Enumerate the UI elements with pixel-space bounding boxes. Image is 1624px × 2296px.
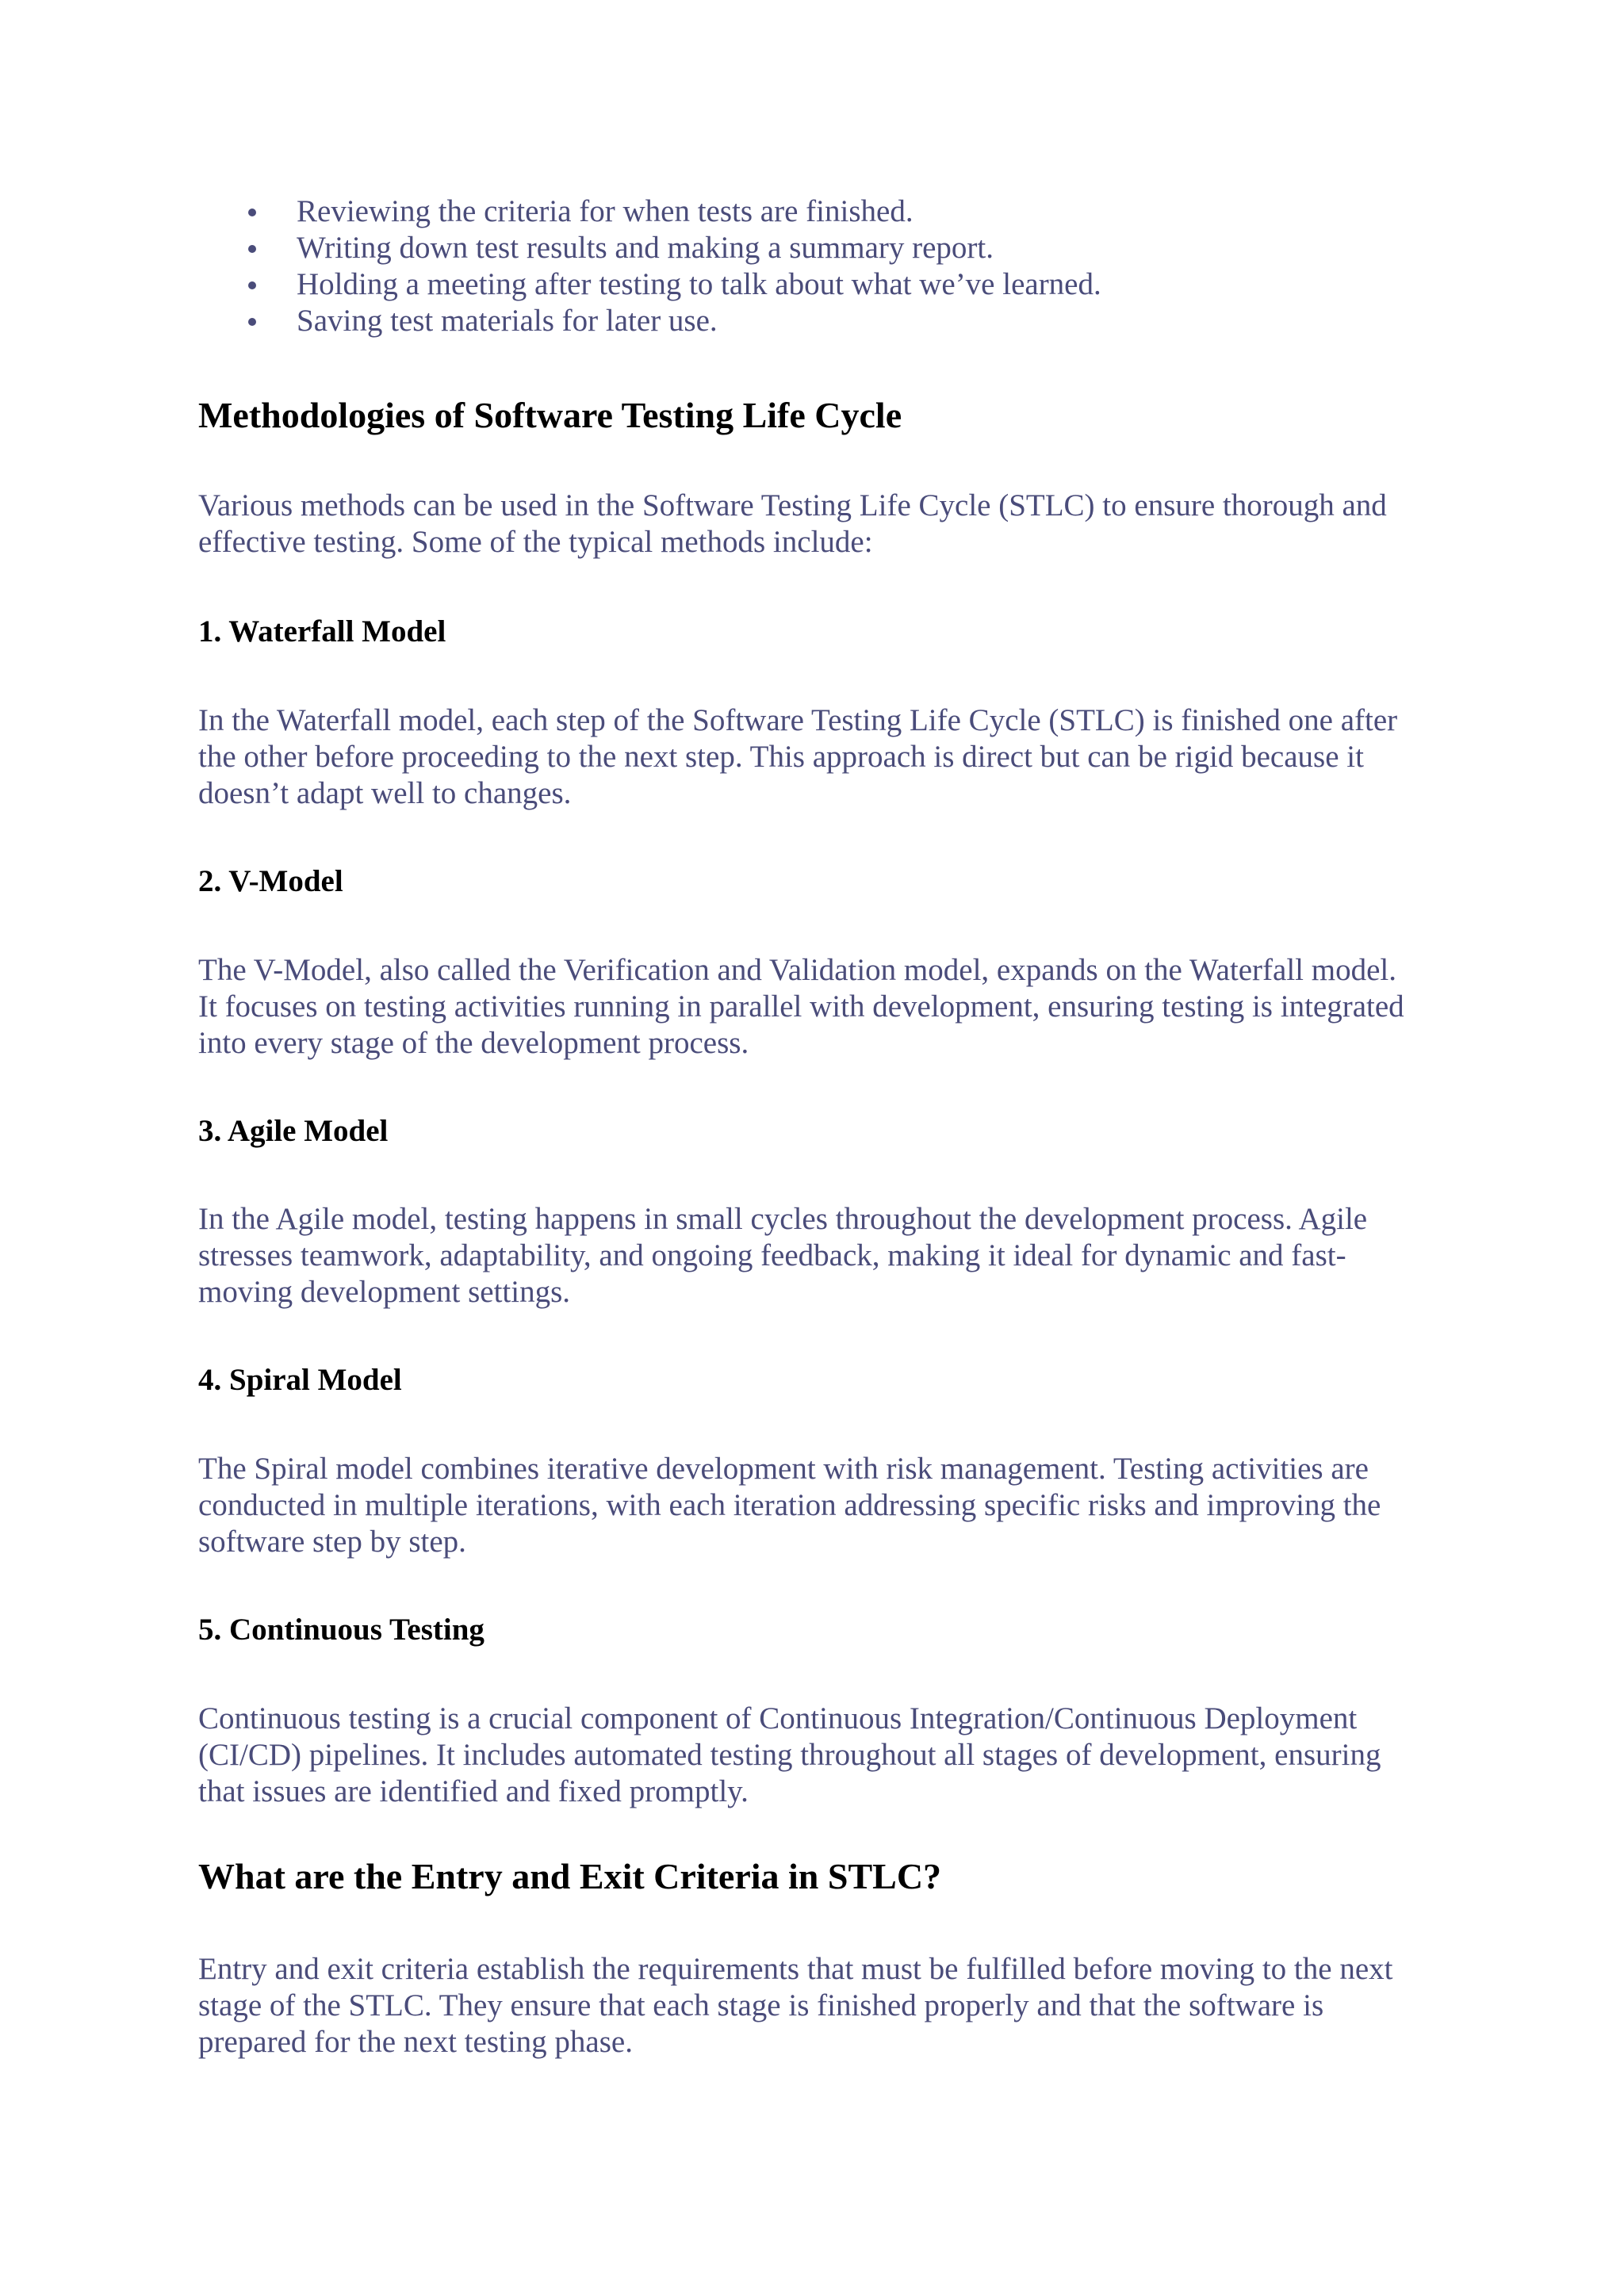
paragraph-line: prepared for the next testing phase. — [198, 2025, 633, 2059]
paragraph-line: Entry and exit criteria establish the requirements that must be fulfilled before moving to the next — [198, 1952, 1393, 1986]
paragraph-line: that issues are identified and fixed promptly. — [198, 1774, 749, 1808]
paragraph-agile — [198, 1201, 1451, 1311]
paragraph-line: stresses teamwork, adaptability, and ongoing feedback, making it ideal for dynamic and fast- — [198, 1238, 1346, 1272]
paragraph-line: The Spiral model combines iterative development with risk management. Testing activities are — [198, 1452, 1369, 1486]
paragraph-spiral — [198, 1451, 1451, 1560]
subheading-vmodel: 2. V-Model — [198, 864, 343, 898]
subheading-continuous: 5. Continuous Testing — [198, 1613, 485, 1647]
bullet-icon — [248, 209, 256, 216]
paragraph-line: stage of the STLC. They ensure that each stage is finished properly and that the software is — [198, 1988, 1324, 2022]
list-item-text: Saving test materials for later use. — [297, 304, 718, 338]
paragraph-line: In the Agile model, testing happens in small cycles throughout the development process. Agile — [198, 1202, 1368, 1236]
subheading-agile: 3. Agile Model — [198, 1114, 389, 1148]
section-heading-methodologies: Methodologies of Software Testing Life Cycle — [198, 395, 902, 435]
subheading-waterfall: 1. Waterfall Model — [198, 614, 446, 649]
paragraph-line: moving development settings. — [198, 1275, 571, 1309]
section-heading-criteria: What are the Entry and Exit Criteria in STLC? — [198, 1856, 942, 1896]
subheading-spiral: 4. Spiral Model — [198, 1363, 402, 1397]
paragraph-line: doesn’t adapt well to changes. — [198, 776, 572, 810]
paragraph-line: It focuses on testing activities running in parallel with development, ensuring testing is integrated — [198, 989, 1404, 1024]
paragraph-line: Continuous testing is a crucial component of Continuous Integration/Continuous Deployment — [198, 1701, 1358, 1735]
list-item-text: Writing down test results and making a summary report. — [297, 231, 994, 265]
paragraph-line: In the Waterfall model, each step of the Software Testing Life Cycle (STLC) is finished one after — [198, 703, 1398, 737]
paragraph-waterfall — [198, 702, 1451, 812]
paragraph-vmodel — [198, 952, 1451, 1062]
bullet-icon — [248, 281, 256, 289]
list-item-text: Holding a meeting after testing to talk about what we’ve learned. — [297, 267, 1101, 301]
paragraph-line: into every stage of the development process. — [198, 1026, 749, 1060]
paragraph-methodologies-intro — [198, 488, 1451, 561]
paragraph-line: software step by step. — [198, 1525, 466, 1559]
list-item-text: Reviewing the criteria for when tests are finished. — [297, 194, 914, 228]
paragraph-line: the other before proceeding to the next step. This approach is direct but can be rigid because it — [198, 740, 1364, 774]
paragraph-criteria — [198, 1951, 1451, 2061]
paragraph-line: conducted in multiple iterations, with each iteration addressing specific risks and improving the — [198, 1488, 1381, 1522]
paragraph-line: effective testing. Some of the typical methods include: — [198, 525, 873, 559]
paragraph-line: The V-Model, also called the Verification and Validation model, expands on the Waterfall model. — [198, 953, 1396, 987]
paragraph-continuous — [198, 1701, 1451, 1810]
bullet-icon — [248, 245, 256, 253]
paragraph-line: (CI/CD) pipelines. It includes automated testing throughout all stages of development, ensuring — [198, 1738, 1381, 1772]
paragraph-line: Various methods can be used in the Software Testing Life Cycle (STLC) to ensure thorough and — [198, 488, 1387, 522]
bullet-icon — [248, 318, 256, 326]
